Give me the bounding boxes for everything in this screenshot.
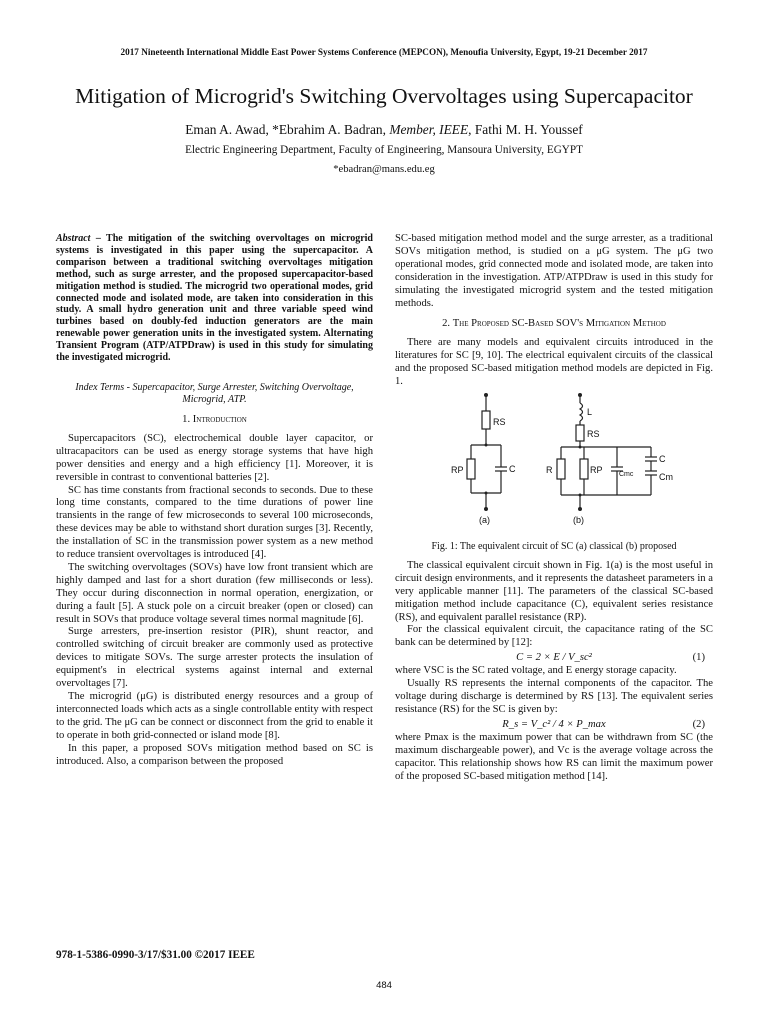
resistor-rs-a: [482, 411, 490, 429]
figure-1: [395, 391, 713, 541]
abstract: [56, 233, 373, 364]
right-column: [395, 233, 713, 783]
label-b: (b): [573, 514, 584, 525]
label-l-b: L: [587, 406, 593, 417]
resistor-rp-b: [580, 459, 588, 479]
paragraph: There are many models and equivalent circuits introduced in the literatures for SC [9, 10]. The electrical equivalent circuits of the classical and the proposed SC-based mitigation method models are depicted in Fig. 1.: [395, 337, 713, 388]
isbn-footer: 978-1-5386-0990-3/17/$31.00 ©2017 IEEE: [56, 949, 255, 961]
paper-title: Mitigation of Microgrid's Switching Overvoltages using Supercapacitor: [75, 84, 693, 108]
index-terms: Index Terms - Supercapacitor, Surge Arrester, Switching Overvoltage, Microgrid, ATP.: [75, 381, 354, 405]
paragraph: SC has time constants from fractional seconds to seconds. Due to these long time constants, compared to the time durations of power line transients in the range of few microseconds to several 100 microseconds, these devices may be able to withstand short duration surges [3]. Recently, the installation of SC in the transmission power system as a new method to reduce transient overvoltages is introduced [4].: [56, 484, 373, 561]
section-1-number: 1.: [182, 413, 193, 425]
page-number: 484: [376, 980, 392, 991]
equation-1-number: (1): [692, 652, 705, 664]
circuit-diagram: [395, 391, 713, 541]
paragraph: Supercapacitors (SC), electrochemical double layer capacitor, or ultracapacitors can be used as energy storage systems that have high power densities and energy and a high efficiency [1]. Moreover, it is reversible in contrast to conventional batteries [2].: [56, 432, 373, 483]
conference-header: 2017 Nineteenth International Middle East Power Systems Conference (MEPCON), Menoufia University, Egypt, 19-21 December 2017: [120, 47, 648, 57]
resistor-rp-a: [467, 459, 475, 479]
label-cm-b: Cm: [659, 471, 673, 482]
resistor-rs-b: [576, 425, 584, 441]
inductor-l: [580, 403, 583, 421]
paragraph: Surge arresters, pre-insertion resistor (PIR), shunt reactor, and controlled switching of circuit breaker are commonly used as protective devices to mitigate SOVs. The surge arrester protects the insulation of equipment's in electrical systems against internal and external overvoltages [7].: [56, 626, 373, 690]
section-2-title: The Proposed SC-Based SOV's Mitigation Method: [452, 318, 666, 330]
equation-2: [395, 717, 713, 732]
paragraph: For the classical equivalent circuit, the capacitance rating of the SC bank can be determined by [12]:: [395, 624, 713, 649]
equation-2-body: R_s = V_c² / 4 × P_max: [502, 718, 606, 730]
paragraph: The classical equivalent circuit shown in Fig. 1(a) is the most useful in circuit design environments, and it represents the datasheet parameters in a very applicable manner [11]. The parameters of the classical SC-based mitigation method include capacitance (C), equivalent series resistance (RS), and equivalent parallel resistance (RP).: [395, 559, 713, 623]
section-1-title: Introduction: [192, 413, 247, 425]
author-2-membership: Member, IEEE: [389, 122, 469, 137]
equation-2-number: (2): [692, 718, 705, 730]
label-rs-a: RS: [493, 416, 506, 427]
junction: [579, 493, 582, 496]
label-r-b: R: [546, 464, 553, 475]
left-column: [56, 233, 373, 768]
equation-1: [395, 650, 713, 665]
author-2: *Ebrahim A. Badran,: [272, 122, 390, 137]
paragraph: The switching overvoltages (SOVs) have low front transient which are highly damped and last for a short duration (few milliseconds or less). They occur during disconnection in normal operation, energization, or during a fault [5]. A stuck pole on a circuit breaker (open or closed) can result in SOVs that produce voltage several times normal magnitude [6].: [56, 561, 373, 625]
paragraph: The microgrid (μG) is distributed energy resources and a group of interconnected loads which acts as a single controllable entity with respect to the grid. The μG can be connect or disconnect from the grid to enable it to operate in both grid-connected or island mode [8].: [56, 691, 373, 741]
equation-1-body: C = 2 × E / V_sc²: [516, 652, 592, 664]
label-a: (a): [479, 514, 490, 525]
label-rp-b: RP: [590, 464, 603, 475]
label-c-a: C: [509, 463, 516, 474]
paragraph: SC-based mitigation method model and the surge arrester, as a traditional SOVs mitigation method, is studied on a μG system. The μG two operational modes, grid connected mode and isolated mode, are taken into consideration in the investigation. ATP/ATPDraw is used in this study for simulating the investigated microgrid system and the tested mitigation methods.: [395, 233, 713, 309]
figure-caption: Fig. 1: The equivalent circuit of SC (a) classical (b) proposed: [431, 540, 677, 552]
terminal: [578, 393, 582, 397]
junction: [485, 443, 488, 446]
label-rs-b: RS: [587, 428, 600, 439]
terminal: [484, 393, 488, 397]
abstract-text: – The mitigation of the switching overvoltages on microgrid systems is investigated in this paper using the supercapacitor. A comparison between a traditional switching overvoltages mitigation method, such as surge arrester, and the proposed supercapacitor-based mitigation method is studied. The microgrid two operational modes, grid connected mode and isolated mode, are taken into consideration in this study. A small hydro generation unit and three variable speed wind turbines based on doubly-fed induction generators are the main renewable power generation units in the investigated system. Alternating Transient Program (ATP/ATPDraw) is used in this study for simulating the investigated microgrid.: [56, 233, 373, 364]
section-2-heading: [395, 318, 713, 331]
author-1: Eman A. Awad,: [185, 122, 273, 137]
paragraph: In this paper, a proposed SOVs mitigation method based on SC is introduced. Also, a comparison between the proposed: [56, 742, 373, 767]
author-3: , Fathi M. H. Youssef: [468, 122, 583, 137]
section-1-heading: [56, 414, 373, 427]
label-rp-a: RP: [451, 464, 464, 475]
author-list: [0, 122, 768, 138]
resistor-r-b: [557, 459, 565, 479]
junction: [485, 491, 488, 494]
label-c-b: C: [659, 453, 666, 464]
affiliation: Electric Engineering Department, Faculty of Engineering, Mansoura University, EGYPT: [185, 144, 583, 156]
terminal: [578, 507, 582, 511]
terminal: [484, 507, 488, 511]
email: *ebadran@mans.edu.eg: [333, 164, 435, 175]
paragraph: Usually RS represents the internal components of the capacitor. The voltage during discharge is determined by RS [13]. The equivalent series resistance (RS) for the SC is given by:: [395, 678, 713, 715]
paragraph: where VSC is the SC rated voltage, and E energy storage capacity.: [395, 665, 677, 677]
junction: [579, 445, 582, 448]
section-2-number: 2.: [442, 318, 453, 330]
label-cmc-b: Cmc: [619, 470, 634, 478]
paragraph: where Pmax is the maximum power that can be withdrawn from SC (the maximum dischargeable power), and Vc is the average voltage across the capacitor. This relationship shows how RS can limit the maximum power of the proposed SC-based mitigation method [14].: [395, 731, 713, 782]
abstract-label: Abstract: [56, 233, 91, 244]
